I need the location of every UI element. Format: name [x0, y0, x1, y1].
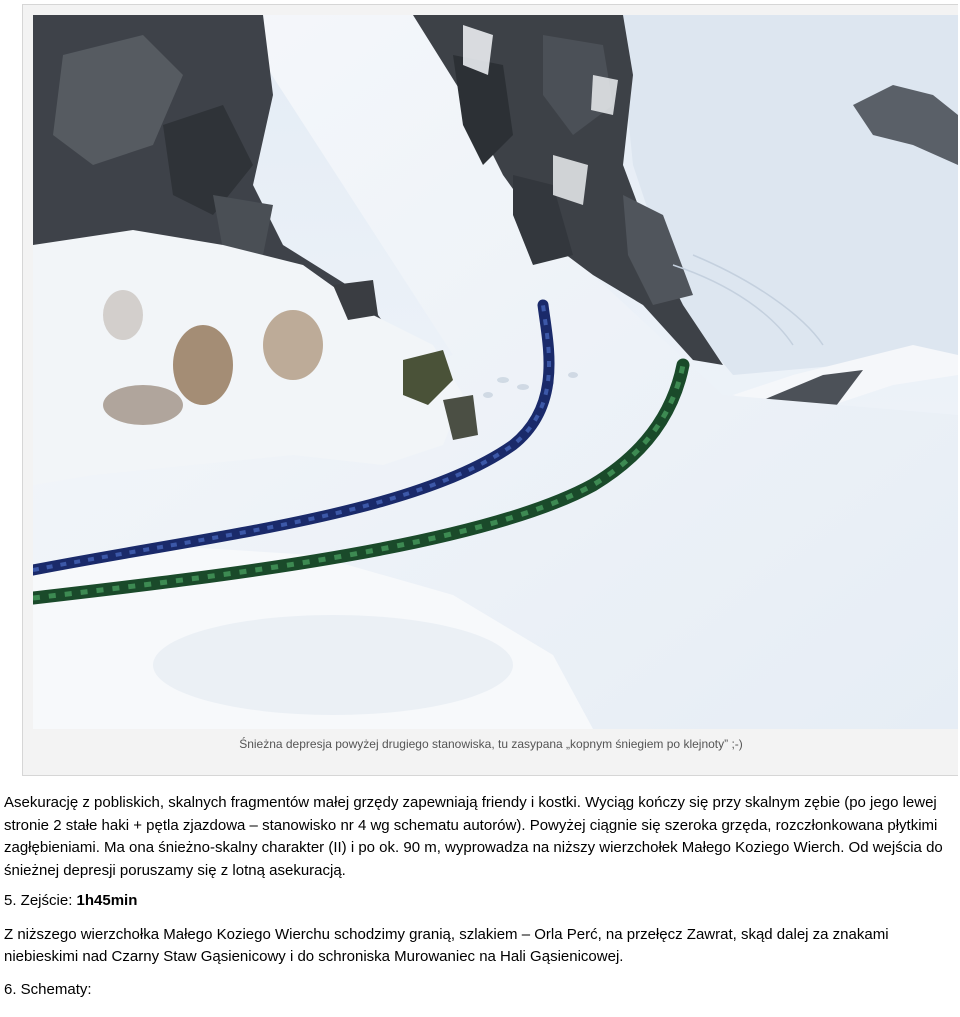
article-body — [4, 792, 954, 1011]
snow-gully-photo — [33, 15, 958, 729]
photo-caption: Śnieżna depresja powyżej drugiego stanowiska, tu zasypana „kopnym śniegiem po klejnoty” ;-) — [239, 737, 743, 751]
route-description-paragraph: Asekurację z pobliskich, skalnych fragmentów małej grzędy zapewniają friendy i kostki. Wyciąg kończy się przy skalnym zębie (po jego lewej stronie 2 stałe haki + pętla zjazdowa – stanowisko nr 4 wg schematu autorów). Powyżej ciągnie się szeroka grzęda, rozczłonkowana płytkimi zagłębieniami. Ma ona śnieżno-skalny charakter (II) i po ok. 90 m, wyprowadza na niższy wierzchołek Małego Koziego Wierch. Od wejścia do śnieżnej depresji poruszamy się z lotną asekuracją. — [4, 794, 943, 879]
step-5-heading — [4, 890, 954, 913]
step-5-label: 5. Zejście: — [4, 892, 77, 909]
step-6-heading: 6. Schematy: — [4, 980, 92, 998]
photo-figure — [22, 4, 958, 776]
descent-paragraph: Z niższego wierzchołka Małego Koziego Wierchu schodzimy granią, szlakiem – Orla Perć, na przełęcz Zawrat, skąd dalej za znakami niebieskimi nad Czarny Staw Gąsienicowy i do schroniska Murowaniec na Hali Gąsienicowej. — [4, 925, 889, 965]
step-5-time: 1h45min — [76, 892, 138, 909]
